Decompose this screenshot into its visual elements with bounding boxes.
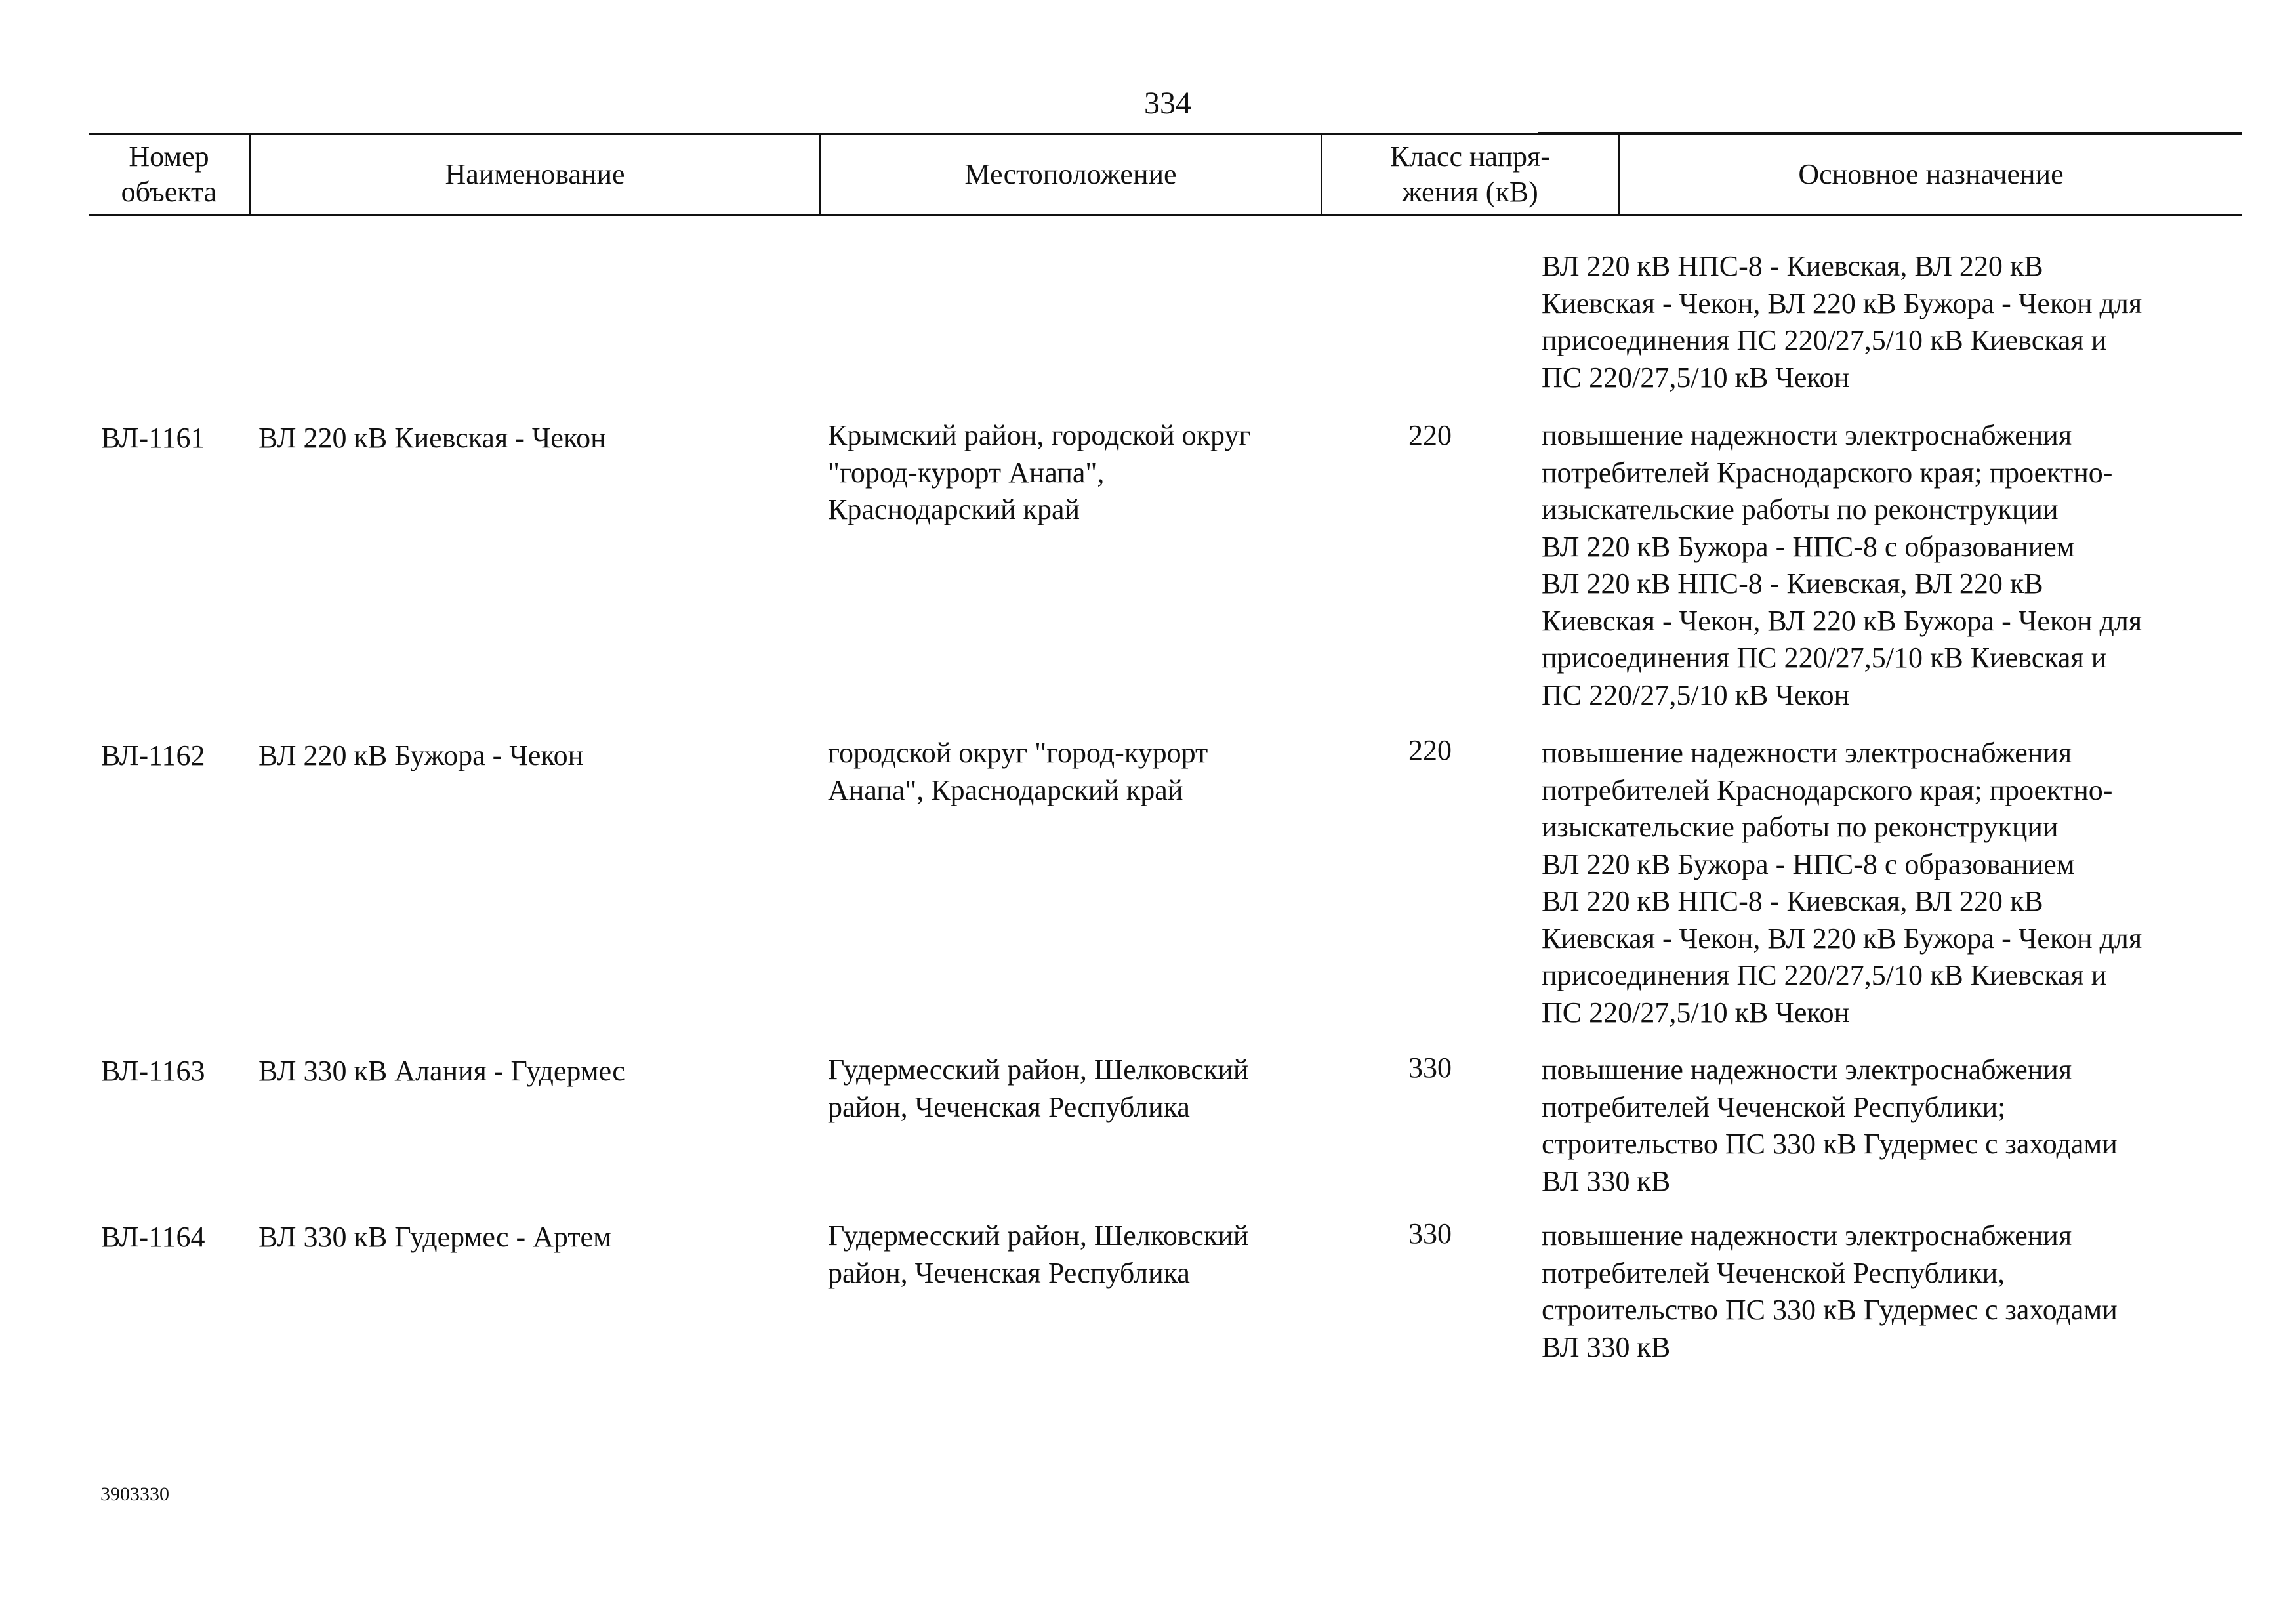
header-object-number: Номер объекта: [121, 140, 217, 208]
object-location: Гудермесский район, Шелковский район, Чеченская Республика: [828, 1054, 1249, 1123]
voltage-class: 220: [1408, 734, 1452, 766]
object-number: ВЛ-1164: [101, 1221, 205, 1253]
object-location: Гудермесский район, Шелковский район, Чеченская Республика: [828, 1220, 1249, 1289]
table-header: [89, 133, 2242, 216]
page-number: 334: [1144, 86, 1191, 121]
object-name: ВЛ 220 кВ Киевская - Чекон: [258, 422, 606, 454]
header-location: Местоположение: [819, 135, 1321, 214]
main-purpose: повышение надежности электроснабжения потребителей Краснодарского края; проектно- изыскательские работы по реконструкции ВЛ 220 кВ Бужора - НПС-8 с образованием ВЛ 220 кВ НПС-8 - Киевская, ВЛ 220 кВ Киевская - Чекон, ВЛ 220 кВ Бужора - Чекон для присоединения ПС 220/27,5/10 кВ Киевская и ПС 220/27,5/10 кВ Чекон: [1542, 737, 2142, 1029]
object-name: ВЛ 330 кВ Гудермес - Артем: [258, 1221, 611, 1253]
main-purpose: повышение надежности электроснабжения потребителей Чеченской Республики, строительство ПС 330 кВ Гудермес с заходами ВЛ 330 кВ: [1542, 1220, 2118, 1363]
object-number: ВЛ-1161: [101, 422, 205, 454]
voltage-class: 220: [1408, 419, 1452, 451]
object-location: городской округ "город-курорт Анапа", Краснодарский край: [828, 737, 1208, 806]
document-code: 3903330: [100, 1483, 169, 1505]
object-location: Крымский район, городской округ "город-курорт Анапа", Краснодарский край: [828, 419, 1251, 525]
header-voltage-class: Класс напря- жения (кВ): [1321, 135, 1618, 214]
object-number: ВЛ-1163: [101, 1055, 205, 1087]
voltage-class: 330: [1408, 1218, 1452, 1250]
header-name: Наименование: [249, 135, 819, 214]
header-main-purpose: Основное назначение: [1618, 135, 2242, 214]
object-name: ВЛ 330 кВ Алания - Гудермес: [258, 1055, 625, 1087]
main-purpose: повышение надежности электроснабжения потребителей Краснодарского края; проектно- изыскательские работы по реконструкции ВЛ 220 кВ Бужора - НПС-8 с образованием ВЛ 220 кВ НПС-8 - Киевская, ВЛ 220 кВ Киевская - Чекон, ВЛ 220 кВ Бужора - Чекон для присоединения ПС 220/27,5/10 кВ Киевская и ПС 220/27,5/10 кВ Чекон: [1542, 419, 2142, 711]
object-name: ВЛ 220 кВ Бужора - Чекон: [258, 739, 584, 771]
voltage-class: 330: [1408, 1052, 1452, 1084]
object-number: ВЛ-1162: [101, 739, 205, 771]
continuation-purpose: ВЛ 220 кВ НПС-8 - Киевская, ВЛ 220 кВ Киевская - Чекон, ВЛ 220 кВ Бужора - Чекон для присоединения ПС 220/27,5/10 кВ Киевская и ПС 220/27,5/10 кВ Чекон: [1542, 250, 2142, 394]
main-purpose: повышение надежности электроснабжения потребителей Чеченской Республики; строительство ПС 330 кВ Гудермес с заходами ВЛ 330 кВ: [1542, 1054, 2118, 1197]
